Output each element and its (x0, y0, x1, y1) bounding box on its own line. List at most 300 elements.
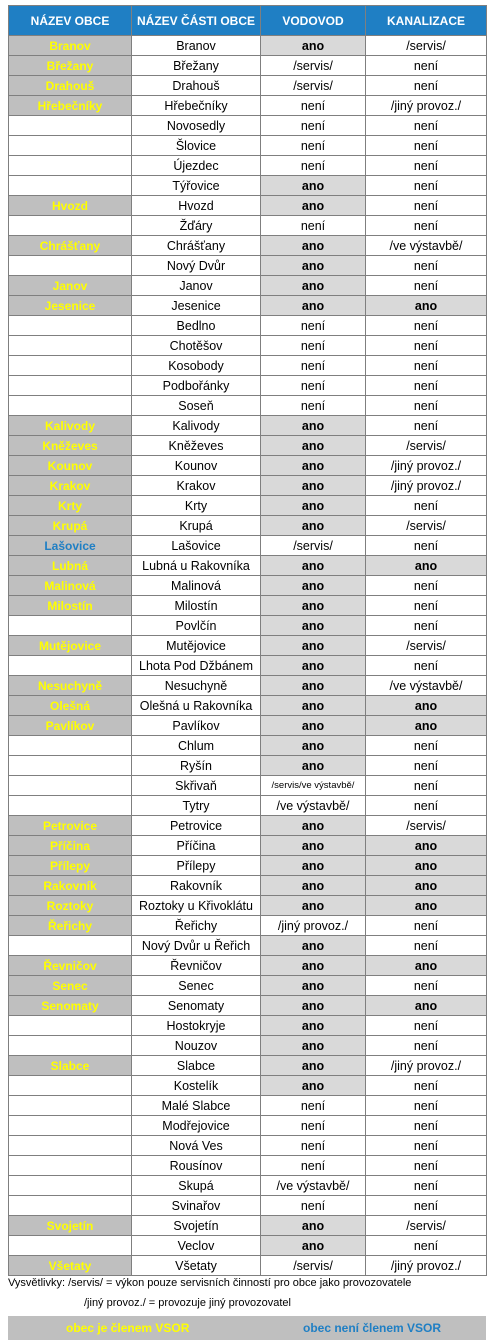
cell-vodovod: není (261, 376, 366, 396)
cell-nazev-obce (9, 1036, 132, 1056)
table-row (9, 196, 487, 216)
cell-nazev-obce (9, 1096, 132, 1116)
water-services-table (8, 5, 487, 1276)
cell-nazev-casti-obce: Roztoky u Křivoklátu (132, 896, 261, 916)
cell-vodovod: ano (261, 1016, 366, 1036)
table-row (9, 476, 487, 496)
table-row (9, 76, 487, 96)
cell-nazev-obce: Svojetín (9, 1216, 132, 1236)
table-row (9, 1056, 487, 1076)
cell-vodovod: ano (261, 696, 366, 716)
cell-vodovod: není (261, 1096, 366, 1116)
cell-kanalizace: ano (366, 556, 487, 576)
cell-vodovod: ano (261, 936, 366, 956)
cell-kanalizace: ano (366, 716, 487, 736)
cell-vodovod: ano (261, 676, 366, 696)
cell-nazev-obce (9, 1176, 132, 1196)
cell-nazev-obce (9, 176, 132, 196)
table-body (9, 36, 487, 1276)
cell-nazev-obce: Branov (9, 36, 132, 56)
cell-kanalizace: není (366, 1236, 487, 1256)
cell-kanalizace: není (366, 116, 487, 136)
cell-kanalizace: /ve výstavbě/ (366, 676, 487, 696)
cell-kanalizace: není (366, 176, 487, 196)
cell-kanalizace: není (366, 76, 487, 96)
cell-kanalizace: není (366, 1036, 487, 1056)
cell-vodovod: ano (261, 896, 366, 916)
cell-kanalizace: /jiný provoz./ (366, 476, 487, 496)
cell-kanalizace: není (366, 936, 487, 956)
cell-kanalizace: ano (366, 836, 487, 856)
cell-nazev-casti-obce: Krty (132, 496, 261, 516)
table-row (9, 1236, 487, 1256)
cell-nazev-casti-obce: Kounov (132, 456, 261, 476)
table-row (9, 1176, 487, 1196)
cell-nazev-casti-obce: Chotěšov (132, 336, 261, 356)
cell-nazev-obce: Krty (9, 496, 132, 516)
cell-nazev-obce: Janov (9, 276, 132, 296)
cell-vodovod: ano (261, 1236, 366, 1256)
table-row (9, 556, 487, 576)
cell-nazev-casti-obce: Lašovice (132, 536, 261, 556)
table-row (9, 136, 487, 156)
cell-kanalizace: není (366, 316, 487, 336)
cell-kanalizace: není (366, 1096, 487, 1116)
table-row (9, 776, 487, 796)
cell-kanalizace: není (366, 736, 487, 756)
cell-kanalizace: není (366, 396, 487, 416)
table-row (9, 216, 487, 236)
cell-nazev-obce: Kněževes (9, 436, 132, 456)
cell-vodovod: není (261, 116, 366, 136)
table-row (9, 1156, 487, 1176)
cell-nazev-obce: Řeřichy (9, 916, 132, 936)
cell-vodovod: není (261, 1196, 366, 1216)
cell-nazev-casti-obce: Kalivody (132, 416, 261, 436)
table-row (9, 56, 487, 76)
table-row (9, 1216, 487, 1236)
cell-nazev-casti-obce: Malinová (132, 576, 261, 596)
cell-nazev-obce (9, 936, 132, 956)
cell-vodovod: /ve výstavbě/ (261, 1176, 366, 1196)
cell-nazev-casti-obce: Žďáry (132, 216, 261, 236)
cell-kanalizace: ano (366, 876, 487, 896)
cell-vodovod: není (261, 156, 366, 176)
cell-kanalizace: není (366, 976, 487, 996)
cell-nazev-obce: Lubná (9, 556, 132, 576)
cell-nazev-casti-obce: Senec (132, 976, 261, 996)
cell-nazev-casti-obce: Senomaty (132, 996, 261, 1016)
cell-nazev-casti-obce: Bedlno (132, 316, 261, 336)
cell-vodovod: ano (261, 236, 366, 256)
cell-nazev-casti-obce: Rousínov (132, 1156, 261, 1176)
cell-nazev-casti-obce: Svojetín (132, 1216, 261, 1236)
cell-vodovod: není (261, 396, 366, 416)
table-row (9, 996, 487, 1016)
table-row (9, 696, 487, 716)
cell-vodovod: ano (261, 856, 366, 876)
cell-nazev-casti-obce: Břežany (132, 56, 261, 76)
header-vodovod: VODOVOD (261, 6, 366, 36)
cell-kanalizace: není (366, 1156, 487, 1176)
cell-nazev-obce: Všetaty (9, 1256, 132, 1276)
cell-nazev-casti-obce: Skupá (132, 1176, 261, 1196)
cell-nazev-obce: Milostín (9, 596, 132, 616)
cell-kanalizace: ano (366, 896, 487, 916)
cell-vodovod: ano (261, 816, 366, 836)
cell-nazev-casti-obce: Drahouš (132, 76, 261, 96)
cell-nazev-casti-obce: Všetaty (132, 1256, 261, 1276)
cell-vodovod: není (261, 1156, 366, 1176)
cell-nazev-casti-obce: Branov (132, 36, 261, 56)
cell-vodovod: není (261, 96, 366, 116)
cell-vodovod: ano (261, 436, 366, 456)
cell-vodovod: ano (261, 976, 366, 996)
cell-nazev-casti-obce: Nesuchyně (132, 676, 261, 696)
note-jiny-provoz: /jiný provoz./ = provozuje jiný provozovatel (84, 1297, 291, 1309)
table-row (9, 716, 487, 736)
table-row (9, 336, 487, 356)
cell-nazev-obce (9, 396, 132, 416)
cell-nazev-obce: Kalivody (9, 416, 132, 436)
legend-nonmember: obec není členem VSOR (303, 1321, 442, 1335)
cell-nazev-casti-obce: Veclov (132, 1236, 261, 1256)
cell-nazev-obce (9, 336, 132, 356)
cell-kanalizace: /jiný provoz./ (366, 1256, 487, 1276)
cell-kanalizace: ano (366, 296, 487, 316)
header-nazev-obce: NÁZEV OBCE (9, 6, 132, 36)
cell-nazev-obce: Příčina (9, 836, 132, 856)
cell-kanalizace: /servis/ (366, 1216, 487, 1236)
table-row (9, 436, 487, 456)
cell-nazev-obce (9, 616, 132, 636)
cell-nazev-casti-obce: Kněževes (132, 436, 261, 456)
cell-nazev-obce (9, 356, 132, 376)
cell-nazev-obce: Lašovice (9, 536, 132, 556)
cell-vodovod: ano (261, 1216, 366, 1236)
cell-kanalizace: /ve výstavbě/ (366, 236, 487, 256)
cell-vodovod: ano (261, 656, 366, 676)
cell-nazev-obce: Slabce (9, 1056, 132, 1076)
table-row (9, 1116, 487, 1136)
cell-nazev-obce (9, 1196, 132, 1216)
cell-nazev-obce (9, 1116, 132, 1136)
cell-vodovod: /servis/ (261, 1256, 366, 1276)
table-row (9, 1096, 487, 1116)
cell-nazev-casti-obce: Nouzov (132, 1036, 261, 1056)
cell-vodovod: ano (261, 576, 366, 596)
cell-vodovod: ano (261, 256, 366, 276)
cell-nazev-obce (9, 116, 132, 136)
cell-vodovod: ano (261, 836, 366, 856)
table-row (9, 676, 487, 696)
cell-vodovod: ano (261, 716, 366, 736)
cell-vodovod: ano (261, 36, 366, 56)
cell-nazev-casti-obce: Příčina (132, 836, 261, 856)
cell-nazev-obce: Hřebečníky (9, 96, 132, 116)
cell-nazev-obce: Přílepy (9, 856, 132, 876)
cell-nazev-obce: Jesenice (9, 296, 132, 316)
cell-nazev-casti-obce: Hřebečníky (132, 96, 261, 116)
table-row (9, 836, 487, 856)
cell-kanalizace: není (366, 496, 487, 516)
cell-kanalizace: není (366, 196, 487, 216)
table-row (9, 256, 487, 276)
cell-nazev-obce: Roztoky (9, 896, 132, 916)
cell-kanalizace: není (366, 576, 487, 596)
cell-vodovod: ano (261, 496, 366, 516)
header-kanalizace: KANALIZACE (366, 6, 487, 36)
cell-vodovod: ano (261, 996, 366, 1016)
table-row (9, 456, 487, 476)
cell-nazev-obce: Petrovice (9, 816, 132, 836)
cell-vodovod: /servis/ (261, 76, 366, 96)
cell-nazev-casti-obce: Nový Dvůr u Řeřich (132, 936, 261, 956)
cell-nazev-obce: Mutějovice (9, 636, 132, 656)
cell-kanalizace: ano (366, 696, 487, 716)
cell-nazev-obce: Kounov (9, 456, 132, 476)
cell-nazev-casti-obce: Tytry (132, 796, 261, 816)
cell-nazev-obce: Krakov (9, 476, 132, 496)
cell-nazev-casti-obce: Novosedly (132, 116, 261, 136)
cell-kanalizace: není (366, 1016, 487, 1036)
cell-vodovod: není (261, 1116, 366, 1136)
table-row (9, 236, 487, 256)
cell-nazev-obce (9, 796, 132, 816)
cell-nazev-casti-obce: Přílepy (132, 856, 261, 876)
table-row (9, 1036, 487, 1056)
cell-nazev-obce (9, 1016, 132, 1036)
table-row (9, 296, 487, 316)
cell-vodovod: není (261, 1136, 366, 1156)
cell-kanalizace: není (366, 536, 487, 556)
cell-vodovod: /servis/ (261, 536, 366, 556)
cell-nazev-obce: Drahouš (9, 76, 132, 96)
table-row (9, 416, 487, 436)
cell-nazev-obce (9, 216, 132, 236)
cell-vodovod: ano (261, 1036, 366, 1056)
cell-kanalizace: není (366, 276, 487, 296)
table-row (9, 976, 487, 996)
cell-nazev-casti-obce: Skřivaň (132, 776, 261, 796)
cell-nazev-casti-obce: Soseň (132, 396, 261, 416)
cell-vodovod: ano (261, 516, 366, 536)
cell-kanalizace: není (366, 596, 487, 616)
cell-nazev-obce (9, 256, 132, 276)
membership-legend (8, 1316, 486, 1340)
table-row (9, 956, 487, 976)
cell-vodovod: ano (261, 1056, 366, 1076)
cell-nazev-casti-obce: Krakov (132, 476, 261, 496)
cell-vodovod: není (261, 356, 366, 376)
cell-nazev-casti-obce: Nový Dvůr (132, 256, 261, 276)
table-row (9, 316, 487, 336)
cell-vodovod: /ve výstavbě/ (261, 796, 366, 816)
cell-nazev-casti-obce: Týřovice (132, 176, 261, 196)
cell-nazev-obce (9, 1156, 132, 1176)
cell-vodovod: ano (261, 636, 366, 656)
cell-kanalizace: není (366, 656, 487, 676)
cell-kanalizace: není (366, 376, 487, 396)
cell-kanalizace: není (366, 216, 487, 236)
table-row (9, 796, 487, 816)
table-row (9, 736, 487, 756)
cell-kanalizace: /jiný provoz./ (366, 96, 487, 116)
cell-nazev-casti-obce: Janov (132, 276, 261, 296)
cell-kanalizace: /jiný provoz./ (366, 1056, 487, 1076)
note-servis: Vysvětlivky: /servis/ = výkon pouze servisních činností pro obce jako provozovatele (8, 1277, 412, 1289)
table-row (9, 116, 487, 136)
cell-nazev-obce: Olešná (9, 696, 132, 716)
cell-nazev-obce: Malinová (9, 576, 132, 596)
cell-nazev-obce (9, 156, 132, 176)
cell-kanalizace: není (366, 616, 487, 636)
cell-nazev-casti-obce: Nová Ves (132, 1136, 261, 1156)
table-row (9, 516, 487, 536)
cell-kanalizace: není (366, 336, 487, 356)
table-row (9, 356, 487, 376)
cell-nazev-obce: Chrášťany (9, 236, 132, 256)
table-row (9, 36, 487, 56)
cell-nazev-casti-obce: Petrovice (132, 816, 261, 836)
cell-nazev-casti-obce: Chlum (132, 736, 261, 756)
cell-vodovod: ano (261, 616, 366, 636)
cell-nazev-casti-obce: Malé Slabce (132, 1096, 261, 1116)
table-row (9, 1076, 487, 1096)
cell-nazev-casti-obce: Chrášťany (132, 236, 261, 256)
table-row (9, 156, 487, 176)
cell-nazev-casti-obce: Mutějovice (132, 636, 261, 656)
table-row (9, 936, 487, 956)
cell-nazev-casti-obce: Olešná u Rakovníka (132, 696, 261, 716)
cell-kanalizace: není (366, 56, 487, 76)
cell-nazev-casti-obce: Šlovice (132, 136, 261, 156)
cell-nazev-obce: Hvozd (9, 196, 132, 216)
explanatory-notes (8, 1273, 486, 1313)
cell-kanalizace: ano (366, 996, 487, 1016)
cell-nazev-casti-obce: Modřejovice (132, 1116, 261, 1136)
cell-nazev-casti-obce: Lubná u Rakovníka (132, 556, 261, 576)
cell-vodovod: ano (261, 456, 366, 476)
table-row (9, 1136, 487, 1156)
cell-vodovod: není (261, 316, 366, 336)
cell-nazev-casti-obce: Rakovník (132, 876, 261, 896)
cell-nazev-obce (9, 756, 132, 776)
cell-kanalizace: není (366, 756, 487, 776)
cell-nazev-obce: Nesuchyně (9, 676, 132, 696)
cell-vodovod: /servis/ (261, 56, 366, 76)
cell-nazev-casti-obce: Povlčín (132, 616, 261, 636)
cell-kanalizace: není (366, 1076, 487, 1096)
cell-kanalizace: /servis/ (366, 436, 487, 456)
header-nazev-casti-obce: NÁZEV ČÁSTI OBCE (132, 6, 261, 36)
cell-kanalizace: není (366, 156, 487, 176)
cell-vodovod: ano (261, 876, 366, 896)
table-row (9, 396, 487, 416)
cell-vodovod: není (261, 336, 366, 356)
cell-nazev-casti-obce: Kostelík (132, 1076, 261, 1096)
cell-nazev-obce: Senomaty (9, 996, 132, 1016)
cell-vodovod: ano (261, 1076, 366, 1096)
table-row (9, 1196, 487, 1216)
cell-vodovod: není (261, 216, 366, 236)
table-row (9, 176, 487, 196)
cell-kanalizace: /servis/ (366, 36, 487, 56)
cell-kanalizace: není (366, 1136, 487, 1156)
table-row (9, 896, 487, 916)
cell-nazev-casti-obce: Řeřichy (132, 916, 261, 936)
cell-nazev-obce (9, 376, 132, 396)
cell-vodovod: ano (261, 296, 366, 316)
cell-vodovod: ano (261, 596, 366, 616)
cell-vodovod: ano (261, 756, 366, 776)
cell-nazev-casti-obce: Slabce (132, 1056, 261, 1076)
cell-vodovod: ano (261, 176, 366, 196)
cell-nazev-obce: Pavlíkov (9, 716, 132, 736)
cell-vodovod: ano (261, 416, 366, 436)
table-row (9, 636, 487, 656)
table-row (9, 856, 487, 876)
cell-kanalizace: ano (366, 856, 487, 876)
table-row (9, 916, 487, 936)
cell-vodovod: ano (261, 476, 366, 496)
table-row (9, 616, 487, 636)
cell-nazev-casti-obce: Újezdec (132, 156, 261, 176)
cell-nazev-obce (9, 656, 132, 676)
table-row (9, 756, 487, 776)
cell-nazev-casti-obce: Svinařov (132, 1196, 261, 1216)
table-row (9, 376, 487, 396)
cell-vodovod: ano (261, 736, 366, 756)
table-row (9, 576, 487, 596)
table-row (9, 656, 487, 676)
cell-vodovod: ano (261, 956, 366, 976)
cell-nazev-casti-obce: Pavlíkov (132, 716, 261, 736)
cell-nazev-obce (9, 1076, 132, 1096)
cell-kanalizace: /jiný provoz./ (366, 456, 487, 476)
table-row (9, 96, 487, 116)
cell-kanalizace: není (366, 796, 487, 816)
cell-nazev-obce: Břežany (9, 56, 132, 76)
table-row (9, 496, 487, 516)
cell-kanalizace: /servis/ (366, 816, 487, 836)
cell-nazev-casti-obce: Podbořánky (132, 376, 261, 396)
cell-nazev-obce (9, 736, 132, 756)
table-row (9, 876, 487, 896)
cell-nazev-obce: Rakovník (9, 876, 132, 896)
cell-nazev-obce (9, 1236, 132, 1256)
cell-nazev-obce: Krupá (9, 516, 132, 536)
table-row (9, 1016, 487, 1036)
cell-kanalizace: není (366, 256, 487, 276)
cell-kanalizace: ano (366, 956, 487, 976)
cell-nazev-obce (9, 1136, 132, 1156)
cell-vodovod: /jiný provoz./ (261, 916, 366, 936)
cell-vodovod: ano (261, 196, 366, 216)
cell-nazev-casti-obce: Řevničov (132, 956, 261, 976)
table-row (9, 276, 487, 296)
cell-nazev-casti-obce: Hvozd (132, 196, 261, 216)
cell-nazev-obce: Řevničov (9, 956, 132, 976)
cell-kanalizace: není (366, 1176, 487, 1196)
cell-nazev-obce: Senec (9, 976, 132, 996)
cell-nazev-casti-obce: Kosobody (132, 356, 261, 376)
cell-kanalizace: není (366, 776, 487, 796)
cell-kanalizace: není (366, 356, 487, 376)
cell-kanalizace: /servis/ (366, 636, 487, 656)
cell-nazev-casti-obce: Krupá (132, 516, 261, 536)
table-header-row (9, 6, 487, 36)
